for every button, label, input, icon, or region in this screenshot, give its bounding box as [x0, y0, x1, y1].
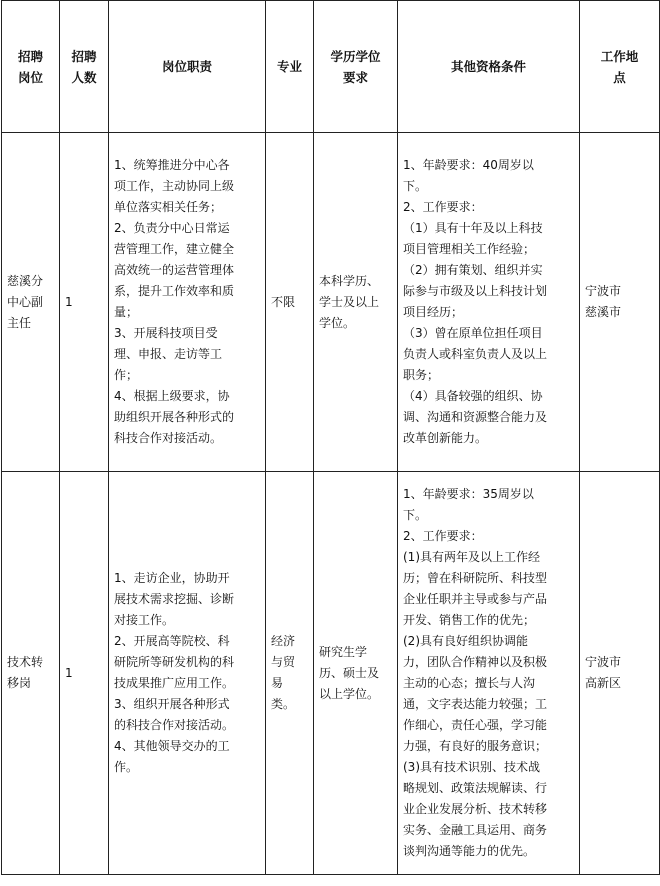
position-cell: 技术转 移岗	[2, 472, 60, 875]
count-cell: 1	[60, 472, 109, 875]
header-major: 专业	[266, 1, 314, 133]
header-row	[2, 1, 660, 133]
header-duty: 岗位职责	[109, 1, 266, 133]
header-count: 招聘 人数	[60, 1, 109, 133]
other-cell: 1、年龄要求：35周岁以 下。 2、工作要求： (1)具有两年及以上工作经 历；曾在科研院所、科技型 企业任职并主导或参与产品 开发、销售工作的优先； (2)具有良好组织协调能 力，团队合作精神以及积极 主动的心态；擅长与人沟 通，文字表达能力较强；工 作细心，责任心强，学习能 力强，有良好的服务意识； (3)具有技术识别、技术战 略规划、政策法规解读、行 业企业发展分析、技术转移 实务、金融工具运用、商务 谈判沟通等能力的优先。	[398, 472, 580, 875]
major-cell: 经济 与贸 易 类。	[266, 472, 314, 875]
duty-cell: 1、统筹推进分中心各 项工作，主动协同上级 单位落实相关任务； 2、负责分中心日常运 营管理工作，建立健全 高效统一的运营管理体 系，提升工作效率和质 量； 3、开展科技项目受 理、申报、走访等工 作； 4、根据上级要求，协 助组织开展各种形式的 科技合作对接活动。	[109, 133, 266, 472]
header-location: 工作地 点	[580, 1, 660, 133]
table-row	[2, 133, 660, 472]
position-cell: 慈溪分 中心副 主任	[2, 133, 60, 472]
header-position: 招聘 岗位	[2, 1, 60, 133]
header-other: 其他资格条件	[398, 1, 580, 133]
recruitment-table	[1, 0, 660, 875]
location-cell: 宁波市 慈溪市	[580, 133, 660, 472]
education-cell: 本科学历、 学士及以上 学位。	[314, 133, 398, 472]
major-cell: 不限	[266, 133, 314, 472]
education-cell: 研究生学 历、硕士及 以上学位。	[314, 472, 398, 875]
table-row	[2, 472, 660, 875]
location-cell: 宁波市 高新区	[580, 472, 660, 875]
duty-cell: 1、走访企业，协助开 展技术需求挖掘、诊断 对接工作。 2、开展高等院校、科 研院所等研发机构的科 技成果推广应用工作。 3、组织开展各种形式 的科技合作对接活动。 4、其他领导交办的工 作。	[109, 472, 266, 875]
header-education: 学历学位 要求	[314, 1, 398, 133]
other-cell: 1、年龄要求：40周岁以 下。 2、工作要求： （1）具有十年及以上科技 项目管理相关工作经验； （2）拥有策划、组织并实 际参与市级及以上科技计划 项目经历； （3）曾在原单位担任项目 负责人或科室负责人及以上 职务； （4）具备较强的组织、协 调、沟通和资源整合能力及 改革创新能力。	[398, 133, 580, 472]
count-cell: 1	[60, 133, 109, 472]
